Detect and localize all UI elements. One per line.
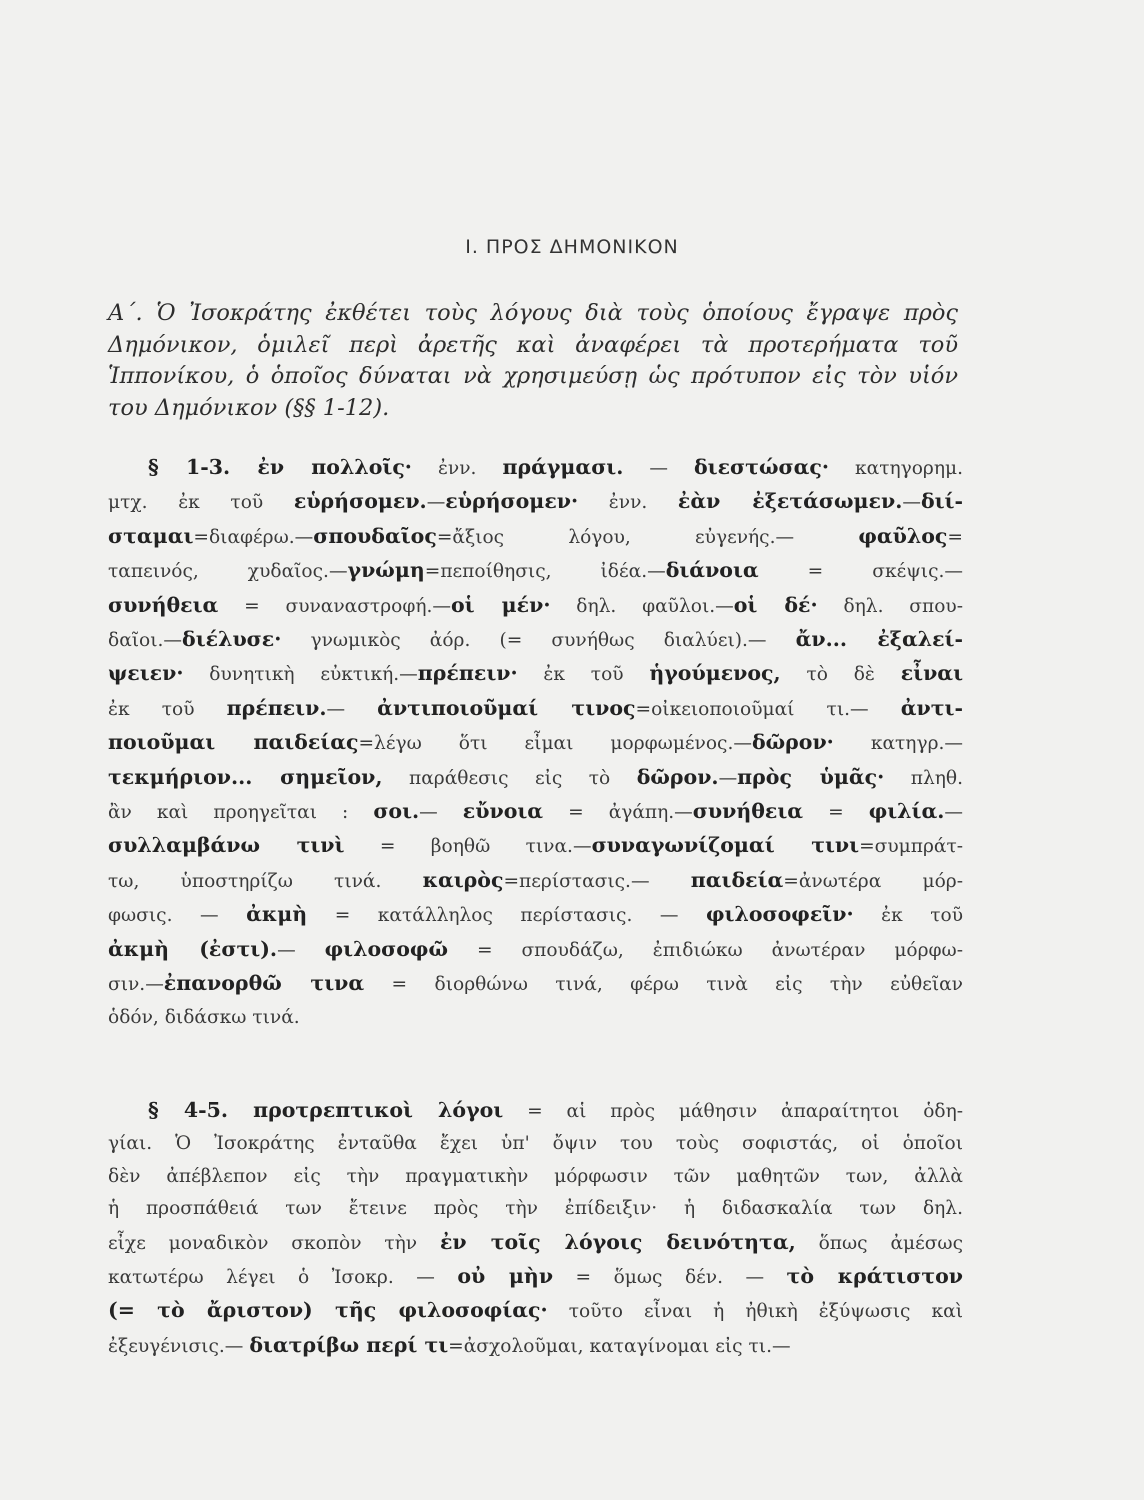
gloss-text: =περίστασις.— [503,870,691,892]
section-1-3-line [108,554,963,588]
lemma-term: διί- [920,489,963,514]
gloss-text: — [277,939,325,961]
lemma-term: συνήθεια [692,799,804,824]
lemma-term: εὑρήσομεν· [445,489,579,514]
gloss-text: = κατάλληλος περίστασις. — [307,905,706,927]
gloss-text: = βοηθῶ τινα.— [344,836,592,858]
lemma-term: ψειεν· [108,661,184,686]
gloss-text: δαῖοι.— [108,630,183,652]
gloss-text: δὲν ἀπέβλεπον εἰς τὴν πραγματικὴν μόρφωσιν τῶν μαθητῶν των, ἀλλὰ [108,1165,963,1187]
gloss-text: =οἰκειοποιοῦμαί τι.— [635,698,901,720]
lemma-term: παιδεία [690,867,784,892]
section-1-3-line [108,726,963,760]
gloss-text: = συναναστροφή.— [218,595,451,617]
section-4-5-line [108,1260,963,1294]
lemma-term: ποιοῦμαι παιδείας [108,730,359,755]
lemma-term: συλλαμβάνω τινὶ [108,833,345,858]
lemma-term: οἱ δέ· [733,592,818,617]
lemma-term: ἄν... ἐξαλεί- [795,627,963,652]
gloss-text: — [944,802,963,824]
gloss-text: = [803,802,869,824]
lemma-term: φιλία. [868,799,945,824]
section-1-3-line [108,451,963,485]
lemma-term: οὐ μὴν [457,1264,554,1289]
gloss-text: ἂν καὶ προηγεῖται : [108,802,374,824]
lemma-term: δῶρον· [751,730,834,755]
section-1-3-line [108,623,963,657]
gloss-text: =ἀσχολοῦμαι, καταγίνομαι εἰς τι.— [448,1335,791,1357]
lemma-term: πρὸς ὑμᾶς· [737,764,885,789]
section-1-3-line [108,898,963,932]
gloss-text: εἶχε μοναδικὸν σκοπὸν τὴν [108,1232,440,1254]
gloss-text: κατηγρ.— [833,733,963,755]
section-4-5-line [108,1094,963,1128]
lemma-term: γνώμη [347,558,425,583]
lemma-term: φιλοσοφεῖν· [705,902,854,927]
section-4-5-line [108,1226,963,1260]
section-1-3-line [108,657,963,691]
section-1-3-line [108,692,963,726]
gloss-text: σιν.— [108,974,164,996]
gloss-text: =συμπράτ- [859,836,964,858]
section-1-3-line [108,829,963,863]
gloss-text: δηλ. φαῦλοι.— [550,595,734,617]
lemma-term: εὑρήσομεν. [293,489,427,514]
commentary-section-1-3 [108,451,963,1034]
section-1-3-line [108,967,963,1001]
gloss-text: ἐνν. [578,492,678,514]
gloss-text: κατηγορημ. [829,458,963,479]
gloss-text: =διαφέρω.— [193,526,314,548]
gloss-text: = [947,526,963,548]
gloss-text: =πεποίθησις, ἰδέα.— [424,561,666,583]
gloss-text: =ἀνωτέρα μόρ- [783,870,963,892]
gloss-text: τὸ δὲ [780,664,901,686]
lemma-term: σταμαι [108,523,194,548]
lemma-term: φιλοσοφῶ [324,936,448,961]
section-4-5-line [108,1193,963,1225]
gloss-text: — [902,492,921,514]
lemma-term: διέλυσε· [182,627,282,652]
section-4-5-line [108,1329,963,1363]
lemma-term: ἐπανορθῶ τινα [163,971,365,996]
gloss-text: τοῦτο εἶναι ἡ ἠθικὴ ἐξύψωσις καὶ [547,1301,963,1323]
section-4-5-line [108,1128,963,1160]
lemma-term: οἱ μέν· [451,592,551,617]
lemma-term: ἀντι- [900,695,963,720]
lemma-term: διάνοια [665,558,759,583]
section-1-3-line [108,485,963,519]
lemma-term: εἶναι [900,661,963,686]
gloss-text: ταπεινός, χυδαῖος.— [108,561,348,583]
gloss-text: =ἄξιος λόγου, εὐγενής.— [436,526,859,548]
gloss-text: ἐκ τοῦ [517,664,650,686]
summary-paragraph [108,298,958,424]
gloss-text: ὅπως ἀμέσως [795,1232,963,1254]
gloss-text: = ὅμως δέν. — [553,1267,787,1289]
gloss-text: — [718,767,738,789]
lemma-term: φαῦλος [858,523,948,548]
gloss-text: πληθ. [884,767,963,789]
gloss-text: = διορθώνω τινά, φέρω τινὰ εἰς τὴν εὐθεῖαν [364,974,963,996]
lemma-term: διατρίβω περί τι [249,1332,449,1357]
gloss-text: γνωμικὸς ἀόρ. (= συνήθως διαλύει).— [281,630,796,652]
section-1-3-line [108,864,963,898]
gloss-text: =λέγω ὅτι εἶμαι μορφωμένος.— [358,733,752,755]
lemma-term: εὔνοια [462,799,544,824]
lemma-term: § 1-3. ἐν πολλοῖς· [148,455,412,479]
lemma-term: § 4-5. προτρεπτικοὶ λόγοι [148,1098,504,1122]
gloss-text: — [426,492,446,514]
lemma-term: σοι. [373,799,420,824]
section-1-3-line [108,589,963,623]
gloss-text: — [623,458,694,479]
section-1-3-line [108,1002,963,1034]
lemma-term: ἀκμὴ (ἐστι). [108,936,278,961]
lemma-term: τὸ κράτιστον [786,1264,964,1289]
gloss-text: = ἀγάπη.— [543,802,693,824]
gloss-text: — [419,802,463,824]
gloss-text: ἐνν. [411,458,503,479]
gloss-text: ἡ προσπάθειά των ἔτεινε πρὸς τὴν ἐπίδειξιν· ἡ διδασκαλία των δηλ. [108,1198,963,1220]
lemma-term: ἀντιποιοῦμαί τινος [377,695,636,720]
section-1-3-line [108,933,963,967]
gloss-text: = αἱ πρὸς μάθησιν ἀπαραίτητοι ὁδη- [503,1101,964,1122]
section-4-5-line [108,1294,963,1328]
page-title: I. ΠΡΟΣ ΔΗΜΟΝΙΚΟΝ [465,236,679,258]
gloss-text: παράθεσις εἰς τὸ [382,767,637,789]
lemma-term: πράγμασι. [502,455,624,479]
gloss-text: ἐξευγένισις.— [108,1335,250,1357]
lemma-term: ἐὰν ἐξετάσωμεν. [677,489,903,514]
lemma-term: σπουδαῖος [313,523,437,548]
lemma-term: συνήθεια [108,592,219,617]
lemma-term: ἡγούμενος, [649,661,781,686]
lemma-term: ἀκμὴ [246,902,308,927]
commentary-section-4-5 [108,1094,963,1363]
lemma-term: δῶρον. [636,764,719,789]
gloss-text: = σκέψις.— [758,561,963,583]
gloss-text: φωσις. — [108,905,247,927]
section-1-3-line [108,795,963,829]
summary-text: Ὁ Ἰσοκράτης ἐκθέτει τοὺς λόγους διὰ τοὺς ὁποίους ἔγραψε πρὸς Δημόνικον, ὁμιλεῖ περὶ ἀρετῆς καὶ ἀναφέρει τὰ προτερήματα τοῦ Ἱππονίκου, ὁ ὁποῖος δύναται νὰ χρησιμεύσῃ ὡς πρότυπον εἰς τὸν υἱόν του Δημόνικον (§§ 1-12). [108,300,958,421]
gloss-text: δυνητικὴ εὐκτική.— [183,664,418,686]
gloss-text: — [326,698,378,720]
gloss-text: = σπουδάζω, ἐπιδιώκω ἀνωτέραν μόρφω- [448,939,963,961]
gloss-text: γίαι. Ὁ Ἰσοκράτης ἐνταῦθα ἔχει ὑπ' ὄψιν του τοὺς σοφιστάς, οἱ ὁποῖοι [108,1133,963,1155]
lemma-term: πρέπειν. [226,695,327,720]
gloss-text: μτχ. ἐκ τοῦ [108,492,294,514]
lemma-term: ἐν τοῖς λόγοις δεινότητα, [439,1229,796,1254]
lemma-term: συναγωνίζομαί τινι [591,833,860,858]
gloss-text: κατωτέρω λέγει ὁ Ἰσοκρ. — [108,1267,458,1289]
lemma-term: τεκμήριον... σημεῖον, [108,764,383,789]
gloss-text: ὁδόν, διδάσκω τινά. [108,1006,300,1028]
gloss-text: τω, ὑποστηρίζω τινά. [108,870,423,892]
lemma-term: καιρὸς [422,867,504,892]
gloss-text: δηλ. σπου- [817,595,963,617]
section-1-3-line [108,761,963,795]
gloss-text: ἐκ τοῦ [853,905,964,927]
summary-label: Α΄. [108,300,143,326]
section-4-5-line [108,1161,963,1193]
gloss-text: ἐκ τοῦ [108,698,227,720]
lemma-term: πρέπειν· [417,661,518,686]
lemma-term: (= τὸ ἄριστον) τῆς φιλοσοφίας· [108,1298,548,1323]
section-1-3-line [108,520,963,554]
lemma-term: διεστώσας· [694,455,829,479]
